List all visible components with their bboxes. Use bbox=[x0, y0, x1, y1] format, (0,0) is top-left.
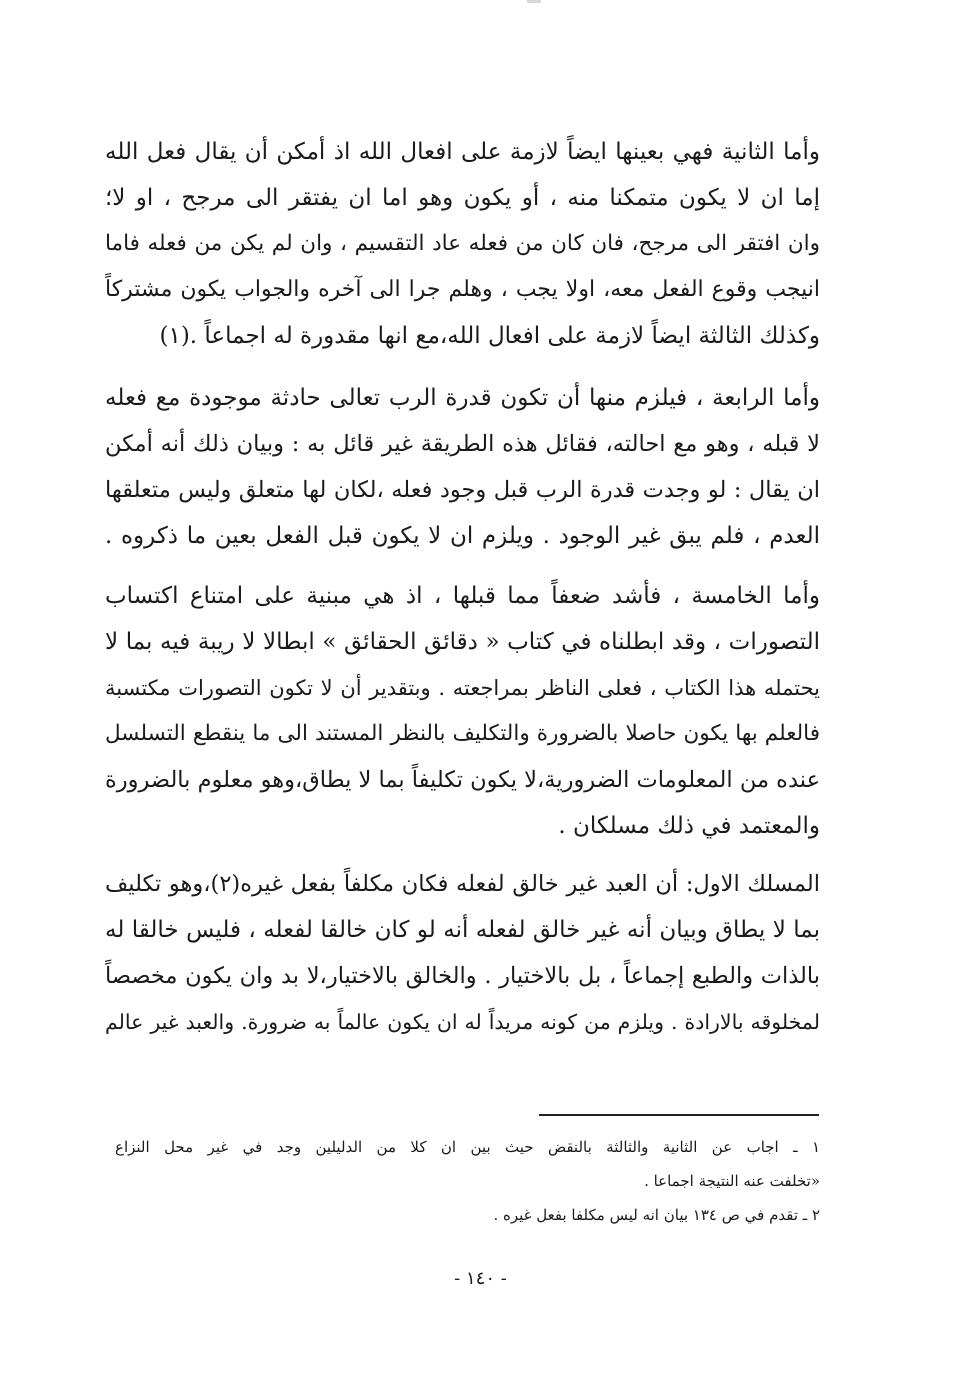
text-line: لمخلوقه بالارادة . ويلزم من كونه مريداً له ان يكون عالماً به ضرورة. والعبد غير عالم bbox=[105, 1010, 820, 1034]
scan-mark bbox=[527, 0, 541, 3]
text-line: لا قبله ، وهو مع احالته، فقائل هذه الطريقة غير قائل به : وبيان ذلك أنه أمكن bbox=[105, 431, 820, 457]
text-line: وأما الثانية فهي بعينها ايضاً لازمة على افعال الله اذ أمكن أن يقال فعل الله bbox=[105, 139, 820, 165]
footnote-line: ١ ـ اجاب عن الثانية والثالثة بالنقض حيث بين ان كلا من الدليلين وجد في غير محل النزاع bbox=[115, 1138, 820, 1156]
text-line: إما ان لا يكون متمكنا منه ، أو يكون وهو اما ان يفتقر الى مرجح ، او لا؛ bbox=[105, 185, 820, 211]
paragraph-2 bbox=[105, 375, 820, 559]
text-line: التصورات ، وقد ابطلناه في كتاب « دقائق الحقائق » ابطالا لا ريبة فيه بما لا bbox=[105, 629, 820, 655]
text-line: العدم ، فلم يبق غير الوجود . ويلزم ان لا يكون قبل الفعل بعين ما ذكروه . bbox=[105, 523, 820, 549]
footnote-1 bbox=[115, 1130, 820, 1198]
paragraph-1 bbox=[105, 129, 820, 359]
paragraph-4 bbox=[105, 861, 820, 1045]
footnote-divider bbox=[539, 1114, 819, 1116]
text-line: وأما الرابعة ، فيلزم منها أن تكون قدرة الرب تعالى حادثة موجودة مع فعله bbox=[105, 385, 820, 411]
paragraph-3 bbox=[105, 573, 820, 849]
footnote-line: «تخلفت عنه النتيجة اجماعا . bbox=[644, 1172, 820, 1190]
page-number: - ١٤٠ - bbox=[454, 1268, 507, 1289]
footnote-line: ٢ ـ تقدم في ص ١٣٤ بيان انه ليس مكلفا بفعل غيره . bbox=[493, 1206, 820, 1224]
footnote-2 bbox=[115, 1198, 820, 1232]
text-line: عنده من المعلومات الضرورية،لا يكون تكليفاً بما لا يطاق،وهو معلوم بالضرورة bbox=[105, 767, 820, 793]
text-line: ان يقال : لو وجدت قدرة الرب قبل وجود فعله ،لكان لها متعلق وليس متعلقها bbox=[105, 477, 820, 503]
text-line: يحتمله هذا الكتاب ، فعلى الناظر بمراجعته . وبتقدير أن لا تكون التصورات مكتسبة bbox=[105, 676, 820, 700]
text-line: انيجب وقوع الفعل معه، اولا يجب ، وهلم جرا الى آخره والجواب يكون مشتركاً bbox=[105, 277, 820, 302]
text-line: وان افتقر الى مرجح، فان كان من فعله عاد التقسيم ، وان لم يكن من فعله فاما bbox=[105, 231, 820, 256]
text-line: فالعلم بها يكون حاصلا بالضرورة والتكليف بالنظر المستند الى ما ينقطع التسلسل bbox=[105, 721, 820, 746]
text-line: بما لا يطاق وبيان أنه غير خالق لفعله أنه لو كان خالقا لفعله ، فليس خالقا له bbox=[105, 917, 820, 943]
text-line: وكذلك الثالثة ايضاً لازمة على افعال الله،مع انها مقدورة له اجماعاً .(١) bbox=[159, 323, 820, 349]
text-line: والمعتمد في ذلك مسلكان . bbox=[558, 813, 820, 839]
text-line: بالذات والطبع إجماعاً ، بل بالاختيار . والخالق بالاختيار،لا بد وان يكون مخصصاً bbox=[105, 963, 820, 989]
text-line: المسلك الاول: أن العبد غير خالق لفعله فكان مكلفاً بفعل غيره(٢)،وهو تكليف bbox=[105, 871, 820, 897]
footnotes bbox=[115, 1130, 820, 1232]
text-line: وأما الخامسة ، فأشد ضعفاً مما قبلها ، اذ هي مبنية على امتناع اكتساب bbox=[105, 583, 820, 609]
